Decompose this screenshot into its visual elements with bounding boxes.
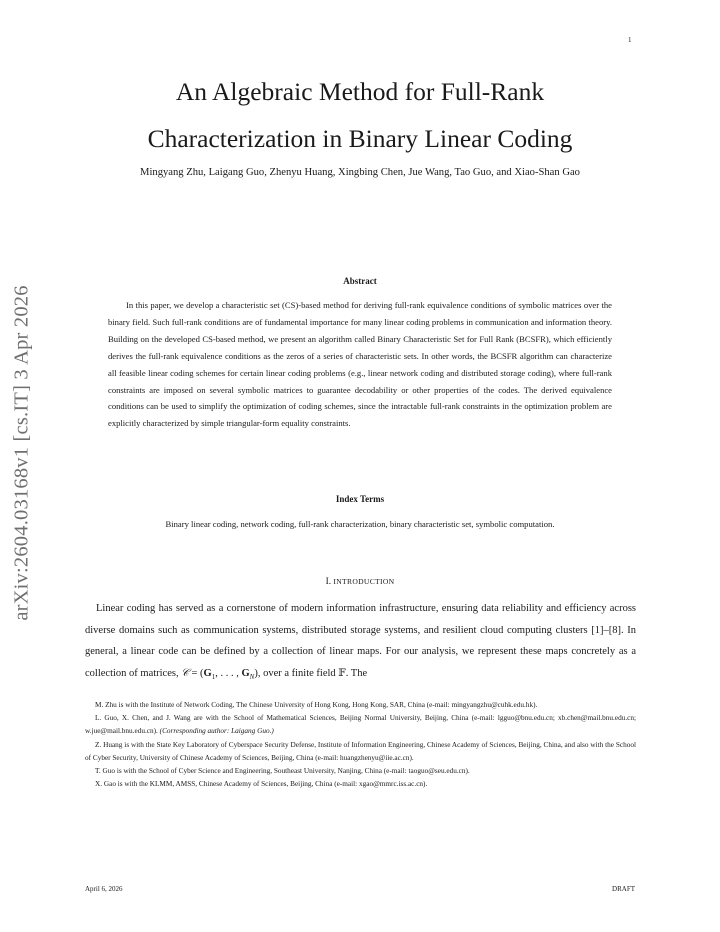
footnotes	[85, 699, 636, 791]
intro-text-continued: , over a finite field 𝔽. The	[257, 668, 368, 680]
index-terms-body: Binary linear coding, network coding, full-rank characterization, binary characteristic set, symbolic computation.	[165, 519, 555, 529]
introduction-paragraph	[85, 598, 636, 689]
title-line-1: An Algebraic Method for Full-Rank	[175, 77, 545, 106]
formula-sub-1: 1	[211, 673, 216, 682]
footnote-tao-guo: T. Guo is with the School of Cyber Science and Engineering, Southeast University, Nanjing, China (e-mail: taoguo@seu.edu.cn).	[95, 767, 470, 776]
paper-title	[60, 68, 660, 162]
formula-script-c: 𝒞	[181, 668, 189, 680]
corresponding-author-note: (Corresponding author: Laigang Guo.)	[159, 727, 274, 736]
formula-dots: , . . . ,	[215, 668, 242, 680]
page-number: 1	[628, 36, 632, 44]
section-title: INTRODUCTION	[333, 577, 395, 586]
title-line-2: Characterization in Binary Linear Coding	[147, 124, 573, 153]
abstract-body: In this paper, we develop a characteristic set (CS)-based method for deriving full-rank equivalence conditions of symbolic matrices over the binary field. Such full-rank conditions are of fundamental importance for many linear coding problems in communication and information theory. Building on the developed CS-based method, we present an algorithm called Binary Characteristic Set for Full Rank (BCSFR), which efficiently derives the full-rank equivalence conditions as the zeros of a series of characteristic sets. In other words, the BCSFR algorithm can characterize all feasible linear coding schemes for certain linear coding problems (e.g., linear network coding and distributed storage coding), where full-rank constraints are imposed on several symbolic matrices to guarantee decodability or other properties of the codes. The derived equivalence conditions can be used to simplify the optimization of coding schemes, since the intractable full-rank constraints in the optimization problem are explicitly characterized by simple triangular-form equality constraints.	[108, 300, 612, 429]
formula-gn: G	[241, 668, 250, 680]
formula-sub-n: N	[249, 673, 255, 682]
arxiv-stamp-text: arXiv:2604.03168v1 [cs.IT] 3 Apr 2026	[10, 285, 33, 621]
section-numeral: I.	[325, 577, 334, 587]
abstract-heading: Abstract	[343, 276, 377, 286]
index-terms-heading: Index Terms	[335, 494, 385, 504]
footnote-zhu: M. Zhu is with the Institute of Network Coding, The Chinese University of Hong Kong, Hong Kong, SAR, China (e-mail: mingyangzhu@cuhk.edu.hk).	[95, 701, 538, 709]
footnote-gao: X. Gao is with the KLMM, AMSS, Chinese Academy of Sciences, Beijing, China (e-mail: xgao@mmrc.iss.ac.cn).	[95, 780, 428, 789]
footnote-guo-chen-wang	[85, 712, 636, 738]
formula-g1: G	[203, 668, 212, 680]
section-heading-introduction	[85, 577, 635, 587]
footer-status: DRAFT	[612, 885, 635, 893]
author-list: Mingyang Zhu, Laigang Guo, Zhenyu Huang, Xingbing Chen, Jue Wang, Tao Guo, and Xiao-Shan Gao	[140, 167, 580, 178]
arxiv-stamp	[2, 268, 42, 638]
footnote-affiliation: L. Guo, X. Chen, and J. Wang are with the School of Mathematical Sciences, Beijing Normal University, Beijing, China (e-mail: lgguo@bnu.edu.cn; xb.chen@mail.bnu.edu.cn; w.jue@mail.bnu.edu.cn).	[85, 714, 636, 736]
intro-text: Linear coding has served as a cornerstone of modern information infrastructure, ensuring data reliability and efficiency across diverse domains such as communication systems, distributed storage systems, and resilient cloud computing clusters [1]–[8]. In general, a linear code can be defined by a collection of linear maps. For our analysis, we represent these maps concretely as a collection of matrices,	[85, 603, 636, 680]
footnote-huang: Z. Huang is with the State Key Laboratory of Cyberspace Security Defense, Institute of Information Engineering, Chinese Academy of Sciences, Beijing, China, and also with the School of Cyber Security, University of Chinese Academy of Sciences, Beijing, China (e-mail: huangzhenyu@iie.ac.cn).	[85, 740, 636, 762]
formula-close: )	[254, 668, 258, 680]
formula-eq: = (	[188, 668, 204, 680]
inline-formula	[181, 668, 258, 682]
footer-date: April 6, 2026	[85, 885, 123, 893]
